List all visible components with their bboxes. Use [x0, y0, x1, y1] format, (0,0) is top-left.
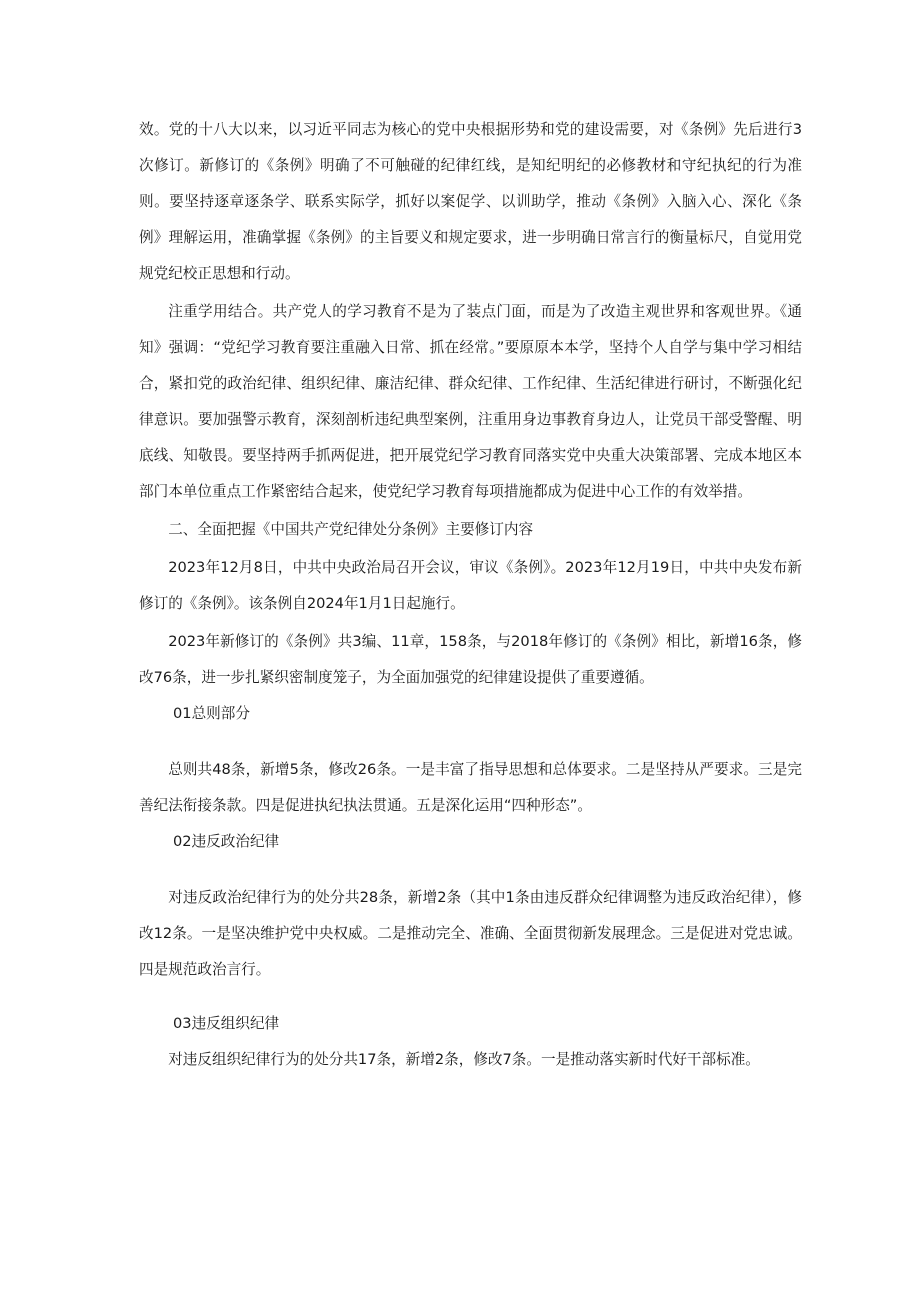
heading-general-provisions: 01总则部分	[173, 705, 250, 722]
section-title-revision-content: 二、全面把握《中国共产党纪律处分条例》主要修订内容	[168, 521, 534, 538]
paragraph-combine-study-practice: 注重学用结合。共产党人的学习教育不是为了装点门面，而是为了改造主观世界和客观世界。《通知》强调：“党纪学习教育要注重融入日常、抓在经常。”要原原本本学，坚持个人自学与集中学习相结合，紧扣党的政治纪律、组织纪律、廉洁纪律、群众纪律、工作纪律、生活纪律进行研讨，不断强化纪律意识。要加强警示教育，深刻剖析违纪典型案例，注重用身边事教育身边人，让党员干部受警醒、明底线、知敬畏。要坚持两手抓两促进，把开展党纪学习教育同落实党中央重大决策部署、完成本地区本部门本单位重点工作紧密结合起来，使党纪学习教育每项措施都成为促进中心工作的有效举措。	[139, 303, 802, 500]
paragraph-study-regulations: 效。党的十八大以来，以习近平同志为核心的党中央根据形势和党的建设需要，对《条例》先后进行3次修订。新修订的《条例》明确了不可触碰的纪律红线，是知纪明纪的必修教材和守纪执纪的行为准则。要坚持逐章逐条学、联系实际学，抓好以案促学、以训助学，推动《条例》入脑入心、深化《条例》理解运用，准确掌握《条例》的主旨要义和规定要求，进一步明确日常言行的衡量标尺，自觉用党规党纪校正思想和行动。	[139, 121, 802, 282]
heading-organizational-discipline: 03违反组织纪律	[173, 1015, 280, 1032]
paragraph-general-provisions: 总则共48条，新增5条，修改26条。一是丰富了指导思想和总体要求。二是坚持从严要求。三是完善纪法衔接条款。四是促进执纪执法贯通。五是深化运用“四种形态”。	[139, 761, 802, 814]
paragraph-political-discipline: 对违反政治纪律行为的处分共28条，新增2条（其中1条由违反群众纪律调整为违反政治纪律），修改12条。一是坚决维护党中央权威。二是推动完全、准确、全面贯彻新发展理念。三是促进对党忠诚。四是规范政治言行。	[139, 889, 802, 978]
heading-political-discipline: 02违反政治纪律	[173, 833, 280, 850]
paragraph-revision-summary: 2023年新修订的《条例》共3编、11章，158条，与2018年修订的《条例》相比，新增16条，修改76条，进一步扎紧织密制度笼子，为全面加强党的纪律建设提供了重要遵循。	[139, 633, 802, 686]
paragraph-organizational-discipline: 对违反组织纪律行为的处分共17条，新增2条，修改7条。一是推动落实新时代好干部标准。	[168, 1051, 760, 1068]
paragraph-meeting-dates: 2023年12月8日，中共中央政治局召开会议，审议《条例》。2023年12月19日，中共中央发布新修订的《条例》。该条例自2024年1月1日起施行。	[139, 559, 802, 612]
